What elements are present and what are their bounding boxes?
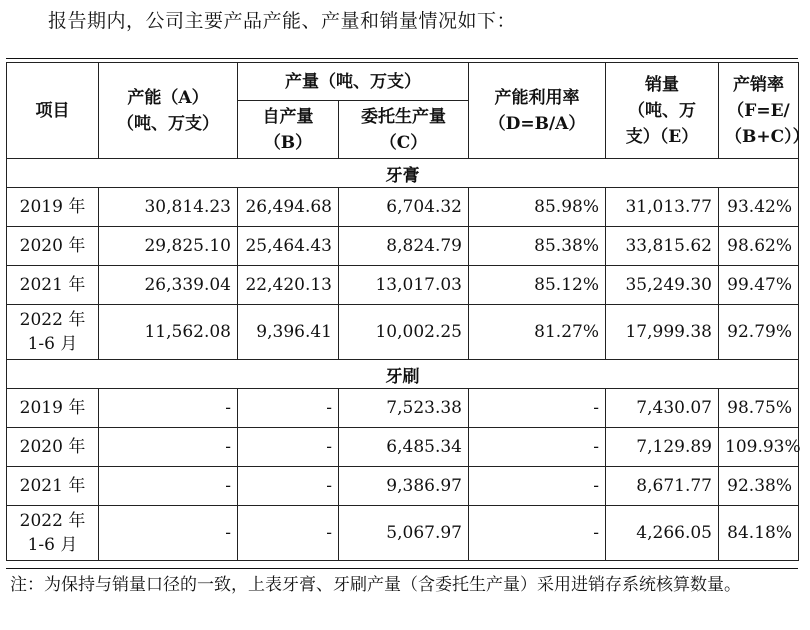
section-row <box>7 159 799 188</box>
sales-ratio-cell: 98.75% <box>719 389 799 428</box>
capacity-cell: - <box>99 428 238 467</box>
capacity-cell: 29,825.10 <box>99 227 238 266</box>
utilization-cell: - <box>469 467 606 506</box>
utilization-cell: - <box>469 389 606 428</box>
header-item: 项目 <box>7 63 99 159</box>
header-capacity <box>99 63 238 159</box>
capacity-cell: - <box>99 467 238 506</box>
section-title: 牙刷 <box>7 360 799 389</box>
sales-cell: 4,266.05 <box>606 506 719 561</box>
self-output-cell: 26,494.68 <box>238 188 339 227</box>
table-row <box>7 305 799 360</box>
self-output-cell: - <box>238 467 339 506</box>
table-row <box>7 227 799 266</box>
outsourced-output-cell: 8,824.79 <box>339 227 469 266</box>
section-title: 牙膏 <box>7 159 799 188</box>
outsourced-output-cell: 9,386.97 <box>339 467 469 506</box>
header-utilization-text: 产能利用率 （D=B/A） <box>488 87 586 134</box>
utilization-cell: - <box>469 428 606 467</box>
capacity-cell: 11,562.08 <box>99 305 238 360</box>
table-top-rule <box>6 58 798 59</box>
header-sales-ratio-text: 产销率 （F=E/ （B+C）） <box>725 74 810 147</box>
sales-ratio-cell: 92.79% <box>719 305 799 360</box>
header-sales <box>606 63 719 159</box>
capacity-cell: 30,814.23 <box>99 188 238 227</box>
header-self-output <box>238 101 339 159</box>
utilization-cell: 81.27% <box>469 305 606 360</box>
sales-cell: 8,671.77 <box>606 467 719 506</box>
outsourced-output-cell: 13,017.03 <box>339 266 469 305</box>
sales-cell: 31,013.77 <box>606 188 719 227</box>
sales-ratio-cell: 92.38% <box>719 467 799 506</box>
sales-ratio-cell: 109.93% <box>719 428 799 467</box>
self-output-cell: - <box>238 428 339 467</box>
sales-cell: 7,129.89 <box>606 428 719 467</box>
capacity-output-sales-table <box>6 62 810 561</box>
footnote: 注：为保持与销量口径的一致，上表牙膏、牙刷产量（含委托生产量）采用进销存系统核算数量。 <box>10 575 741 595</box>
year-cell: 2022 年 1-6 月 <box>7 305 99 360</box>
sales-cell: 35,249.30 <box>606 266 719 305</box>
year-cell: 2021 年 <box>7 467 99 506</box>
self-output-cell: 25,464.43 <box>238 227 339 266</box>
header-self-output-text: 自产量 （B） <box>262 106 314 153</box>
capacity-cell: - <box>99 389 238 428</box>
sales-cell: 17,999.38 <box>606 305 719 360</box>
header-sales-ratio <box>719 63 810 159</box>
table-row <box>7 467 799 506</box>
table-row <box>7 506 799 561</box>
utilization-cell: 85.12% <box>469 266 606 305</box>
sales-ratio-cell: 99.47% <box>719 266 799 305</box>
year-cell: 2020 年 <box>7 227 99 266</box>
capacity-cell: - <box>99 506 238 561</box>
header-outsourced-output <box>339 101 469 159</box>
sales-cell: 7,430.07 <box>606 389 719 428</box>
outsourced-output-cell: 5,067.97 <box>339 506 469 561</box>
utilization-cell: 85.98% <box>469 188 606 227</box>
outsourced-output-cell: 7,523.38 <box>339 389 469 428</box>
self-output-cell: 22,420.13 <box>238 266 339 305</box>
table-bottom-rule <box>6 568 798 569</box>
year-cell: 2019 年 <box>7 188 99 227</box>
header-capacity-text: 产能（A） （吨、万支） <box>117 87 219 134</box>
table-row <box>7 188 799 227</box>
sales-ratio-cell: 98.62% <box>719 227 799 266</box>
outsourced-output-cell: 6,704.32 <box>339 188 469 227</box>
year-cell: 2020 年 <box>7 428 99 467</box>
sales-cell: 33,815.62 <box>606 227 719 266</box>
table-row <box>7 428 799 467</box>
header-outsourced-output-text: 委托生产量 （C） <box>361 106 446 153</box>
self-output-cell: - <box>238 506 339 561</box>
capacity-cell: 26,339.04 <box>99 266 238 305</box>
intro-text: 报告期内，公司主要产品产能、产量和销量情况如下： <box>48 10 517 32</box>
section-row <box>7 360 799 389</box>
table-row <box>7 266 799 305</box>
outsourced-output-cell: 10,002.25 <box>339 305 469 360</box>
sales-ratio-cell: 93.42% <box>719 188 799 227</box>
header-utilization <box>469 63 606 159</box>
self-output-cell: 9,396.41 <box>238 305 339 360</box>
utilization-cell: - <box>469 506 606 561</box>
outsourced-output-cell: 6,485.34 <box>339 428 469 467</box>
utilization-cell: 85.38% <box>469 227 606 266</box>
year-cell: 2022 年 1-6 月 <box>7 506 99 561</box>
header-output-group: 产量（吨、万支） <box>238 63 469 101</box>
self-output-cell: - <box>238 389 339 428</box>
header-sales-text: 销量 （吨、万 支）（E） <box>625 74 699 147</box>
sales-ratio-cell: 84.18% <box>719 506 799 561</box>
year-cell: 2021 年 <box>7 266 99 305</box>
table-body <box>7 159 799 561</box>
table-row <box>7 389 799 428</box>
year-cell: 2019 年 <box>7 389 99 428</box>
